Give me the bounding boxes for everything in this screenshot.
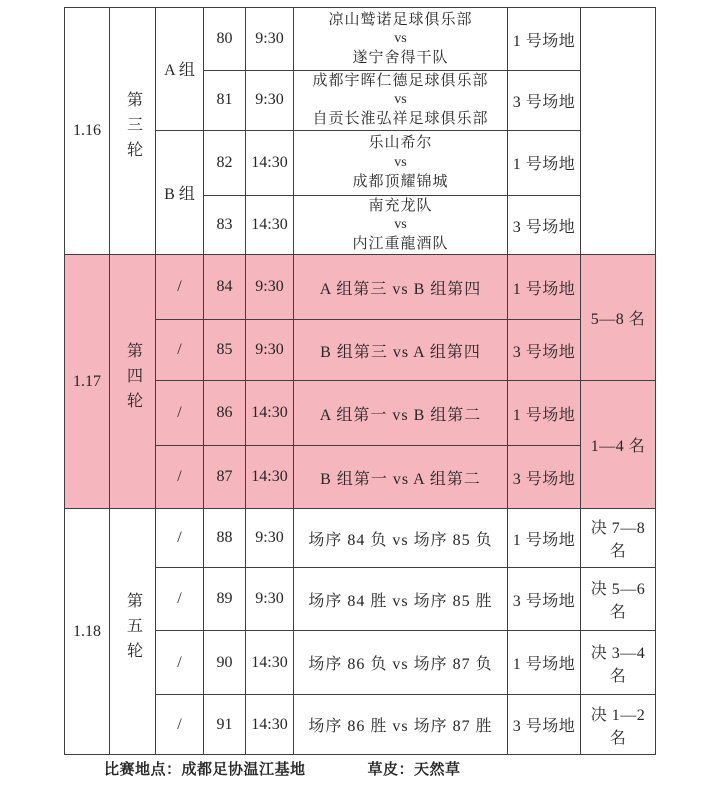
round-cell [110, 509, 156, 755]
round-label: 第四轮 [124, 341, 142, 417]
time-cell: 14:30 [246, 631, 294, 695]
note-cell: 决 5—6 名 [581, 568, 656, 631]
venue-cell: 3 号场地 [508, 695, 581, 755]
note-cell-empty [581, 8, 656, 255]
table-row-highlighted [65, 255, 656, 320]
round-label: 第五轮 [124, 591, 142, 667]
vs-label: vs [394, 154, 407, 170]
date-cell: 1.16 [65, 8, 110, 255]
away-team: 遂宁舍得干队 [352, 50, 449, 67]
match-cell [294, 71, 508, 131]
time-cell: 14:30 [246, 195, 294, 255]
group-cell: / [156, 446, 204, 509]
venue-cell: 1 号场地 [508, 631, 581, 695]
match-no-cell: 88 [204, 509, 246, 568]
match-no-cell: 81 [204, 71, 246, 131]
venue-cell: 3 号场地 [508, 568, 581, 631]
time-cell: 14:30 [246, 381, 294, 446]
time-cell: 9:30 [246, 71, 294, 131]
match-no-cell: 87 [204, 446, 246, 509]
match-no-cell: 80 [204, 8, 246, 71]
group-cell: / [156, 320, 204, 381]
time-cell: 14:30 [246, 446, 294, 509]
match-schedule-table [64, 7, 656, 755]
match-no-cell: 89 [204, 568, 246, 631]
group-cell: B 组 [156, 130, 204, 255]
table-row [65, 8, 656, 71]
note-cell: 决 7—8 名 [581, 509, 656, 568]
match-cell: 场序 84 胜 vs 场序 85 胜 [294, 568, 508, 631]
match-cell [294, 195, 508, 255]
group-cell: / [156, 381, 204, 446]
note-cell: 决 1—2 名 [581, 695, 656, 755]
away-team: 内江重龍酒队 [352, 236, 449, 253]
time-cell: 9:30 [246, 320, 294, 381]
match-no-cell: 86 [204, 381, 246, 446]
match-no-cell: 84 [204, 255, 246, 320]
match-cell [294, 8, 508, 71]
venue-cell: 3 号场地 [508, 71, 581, 131]
home-team: 乐山希尔 [368, 135, 433, 152]
match-cell: 场序 86 负 vs 场序 87 负 [294, 631, 508, 695]
home-team: 南充龙队 [368, 197, 433, 214]
match-no-cell: 85 [204, 320, 246, 381]
table-row [65, 509, 656, 568]
time-cell: 9:30 [246, 8, 294, 71]
footer-turf-text: 草皮：天然草 [367, 762, 461, 778]
vs-label: vs [394, 92, 407, 108]
time-cell: 9:30 [246, 509, 294, 568]
group-cell: / [156, 568, 204, 631]
vs-label: vs [394, 30, 407, 46]
away-team: 自贡长淮弘祥足球俱乐部 [312, 111, 489, 128]
home-team: 成都宇晖仁德足球俱乐部 [312, 73, 489, 89]
time-cell: 14:30 [246, 695, 294, 755]
venue-cell: 1 号场地 [508, 130, 581, 195]
venue-cell: 1 号场地 [508, 381, 581, 446]
group-cell: / [156, 255, 204, 320]
group-cell: / [156, 509, 204, 568]
home-team: 凉山鹫诺足球俱乐部 [328, 11, 473, 28]
match-cell [294, 130, 508, 195]
venue-cell: 1 号场地 [508, 8, 581, 71]
time-cell: 14:30 [246, 130, 294, 195]
match-cell: 场序 84 负 vs 场序 85 负 [294, 509, 508, 568]
match-no-cell: 90 [204, 631, 246, 695]
group-cell: / [156, 695, 204, 755]
match-cell: A 组第三 vs B 组第四 [294, 255, 508, 320]
match-no-cell: 83 [204, 195, 246, 255]
venue-cell: 1 号场地 [508, 255, 581, 320]
date-cell: 1.17 [65, 255, 110, 509]
venue-cell: 3 号场地 [508, 320, 581, 381]
footer-venue-text: 比赛地点：成都足协温江基地 [104, 762, 306, 778]
footer [104, 758, 461, 779]
match-cell: B 组第一 vs A 组第二 [294, 446, 508, 509]
group-cell: / [156, 631, 204, 695]
match-cell: A 组第一 vs B 组第二 [294, 381, 508, 446]
note-cell: 5—8 名 [581, 255, 656, 381]
match-no-cell: 91 [204, 695, 246, 755]
away-team: 成都顶耀锦城 [352, 173, 449, 190]
round-cell [110, 255, 156, 509]
time-cell: 9:30 [246, 568, 294, 631]
match-cell: B 组第三 vs A 组第四 [294, 320, 508, 381]
venue-cell: 3 号场地 [508, 195, 581, 255]
round-cell [110, 8, 156, 255]
match-cell: 场序 86 胜 vs 场序 87 胜 [294, 695, 508, 755]
time-cell: 9:30 [246, 255, 294, 320]
date-cell: 1.18 [65, 509, 110, 755]
note-cell: 1—4 名 [581, 381, 656, 509]
group-cell: A 组 [156, 8, 204, 131]
match-no-cell: 82 [204, 130, 246, 195]
round-label: 第三轮 [124, 91, 142, 167]
venue-cell: 1 号场地 [508, 509, 581, 568]
vs-label: vs [394, 216, 407, 232]
venue-cell: 3 号场地 [508, 446, 581, 509]
note-cell: 决 3—4 名 [581, 631, 656, 695]
